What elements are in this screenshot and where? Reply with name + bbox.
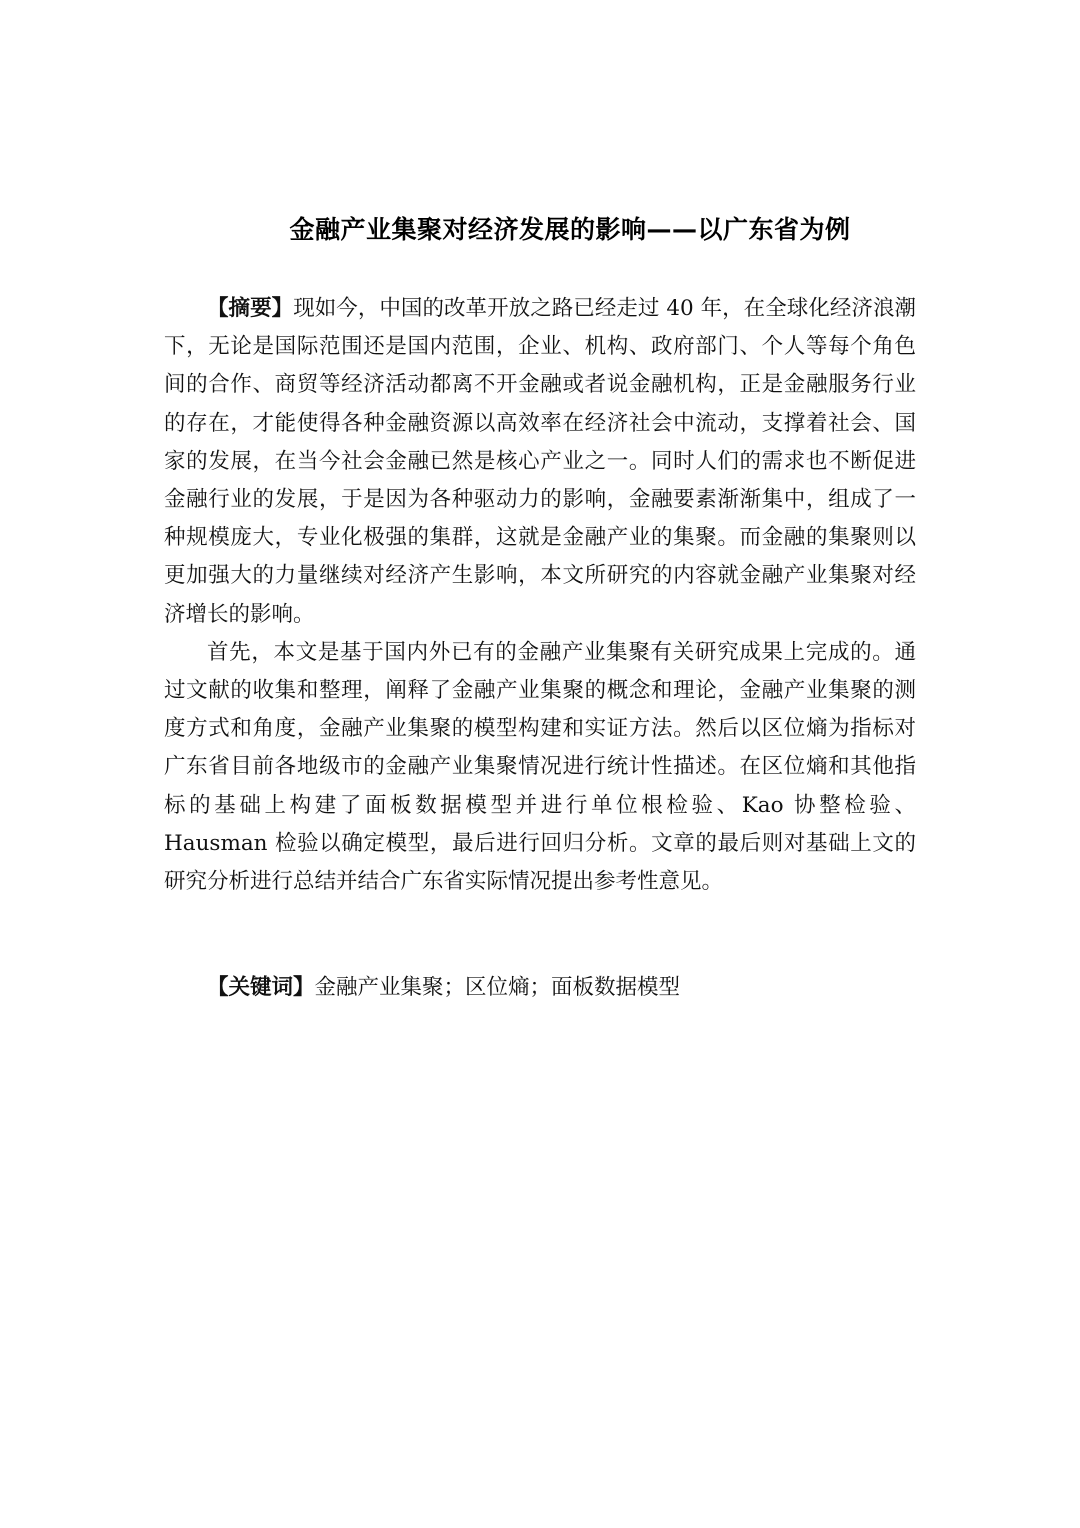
abstract-body	[164, 290, 916, 901]
abstract-text: 现如今，中国的改革开放之路已经走过 40 年，在全球化经济浪潮下，无论是国际范围还是国内范围，企业、机构、政府部门、个人等每个角色间的合作、商贸等经济活动都离不开金融或者说金融机构，正是金融服务行业的存在，才能使得各种金融资源以高效率在经济社会中流动，支撑着社会、国家的发展，在当今社会金融已然是核心产业之一。同时人们的需求也不断促进金融行业的发展，于是因为各种驱动力的影响，金融要素渐渐集中，组成了一种规模庞大，专业化极强的集群，这就是金融产业的集聚。而金融的集聚则以更加强大的力量继续对经济产生影响，本文所研究的内容就金融产业集聚对经济增长的影响。	[164, 296, 916, 627]
keywords-text: 金融产业集聚；区位熵；面板数据模型	[314, 975, 681, 1000]
keywords-label: 【关键词】	[207, 975, 315, 1000]
keywords-line	[207, 969, 927, 1007]
abstract-label: 【摘要】	[207, 296, 294, 321]
abstract-paragraph	[164, 290, 916, 634]
document-title: 金融产业集聚对经济发展的影响——以广东省为例	[289, 215, 851, 244]
method-paragraph: 首先，本文是基于国内外已有的金融产业集聚有关研究成果上完成的。通过文献的收集和整理，阐释了金融产业集聚的概念和理论，金融产业集聚的测度方式和角度，金融产业集聚的模型构建和实证方法。然后以区位熵为指标对广东省目前各地级市的金融产业集聚情况进行统计性描述。在区位熵和其他指标的基础上构建了面板数据模型并进行单位根检验、Kao 协整检验、Hausman 检验以确定模型，最后进行回归分析。文章的最后则对基础上文的研究分析进行总结并结合广东省实际情况提出参考性意见。	[164, 639, 916, 895]
